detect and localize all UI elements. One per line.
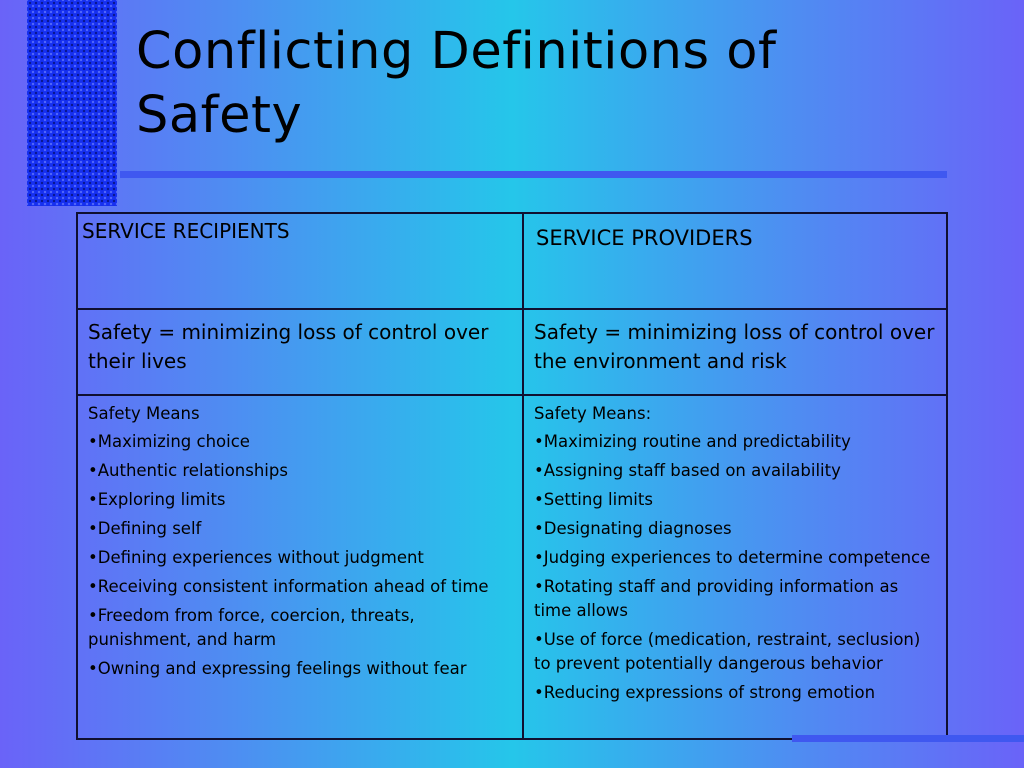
title-divider (120, 171, 947, 178)
list-item: •Maximizing choice (88, 432, 250, 451)
list-item: •Designating diagnoses (534, 519, 732, 538)
definition-row (77, 309, 947, 395)
bottom-divider (792, 735, 1024, 742)
list-item: •Assigning staff based on availability (534, 461, 841, 480)
means-row (77, 395, 947, 739)
list-item: •Exploring limits (88, 490, 226, 509)
list-item: •Maximizing routine and predictability (534, 432, 851, 451)
recipients-means-heading: Safety Means (88, 404, 200, 423)
list-item: •Judging experiences to determine competence (534, 548, 931, 567)
list-item: •Owning and expressing feelings without fear (88, 659, 467, 678)
recipients-means-list (88, 430, 514, 681)
list-item: •Authentic relationships (88, 461, 288, 480)
header-service-providers: SERVICE PROVIDERS (523, 213, 947, 309)
header-row (77, 213, 947, 309)
comparison-table (76, 212, 948, 740)
slide-title: Conflicting Definitions of Safety (136, 22, 777, 145)
list-item: •Defining experiences without judgment (88, 548, 424, 567)
list-item: •Receiving consistent information ahead of time (88, 577, 489, 596)
providers-definition: Safety = minimizing loss of control over the environment and risk (523, 309, 947, 395)
list-item: •Reducing expressions of strong emotion (534, 683, 876, 702)
list-item: •Freedom from force, coercion, threats, punishment, and harm (88, 606, 415, 649)
list-item: •Rotating staff and providing information as time allows (534, 577, 899, 620)
list-item: •Setting limits (534, 490, 653, 509)
recipients-means-cell (77, 395, 523, 739)
providers-means-heading: Safety Means: (534, 404, 652, 423)
list-item: •Defining self (88, 519, 202, 538)
recipients-definition: Safety = minimizing loss of control over their lives (77, 309, 523, 395)
providers-means-cell (523, 395, 947, 739)
header-service-recipients: SERVICE RECIPIENTS (77, 213, 523, 309)
list-item: •Use of force (medication, restraint, seclusion) to prevent potentially dangerous behavior (534, 630, 921, 673)
decorative-accent-block (27, 0, 117, 206)
providers-means-list (534, 430, 938, 705)
